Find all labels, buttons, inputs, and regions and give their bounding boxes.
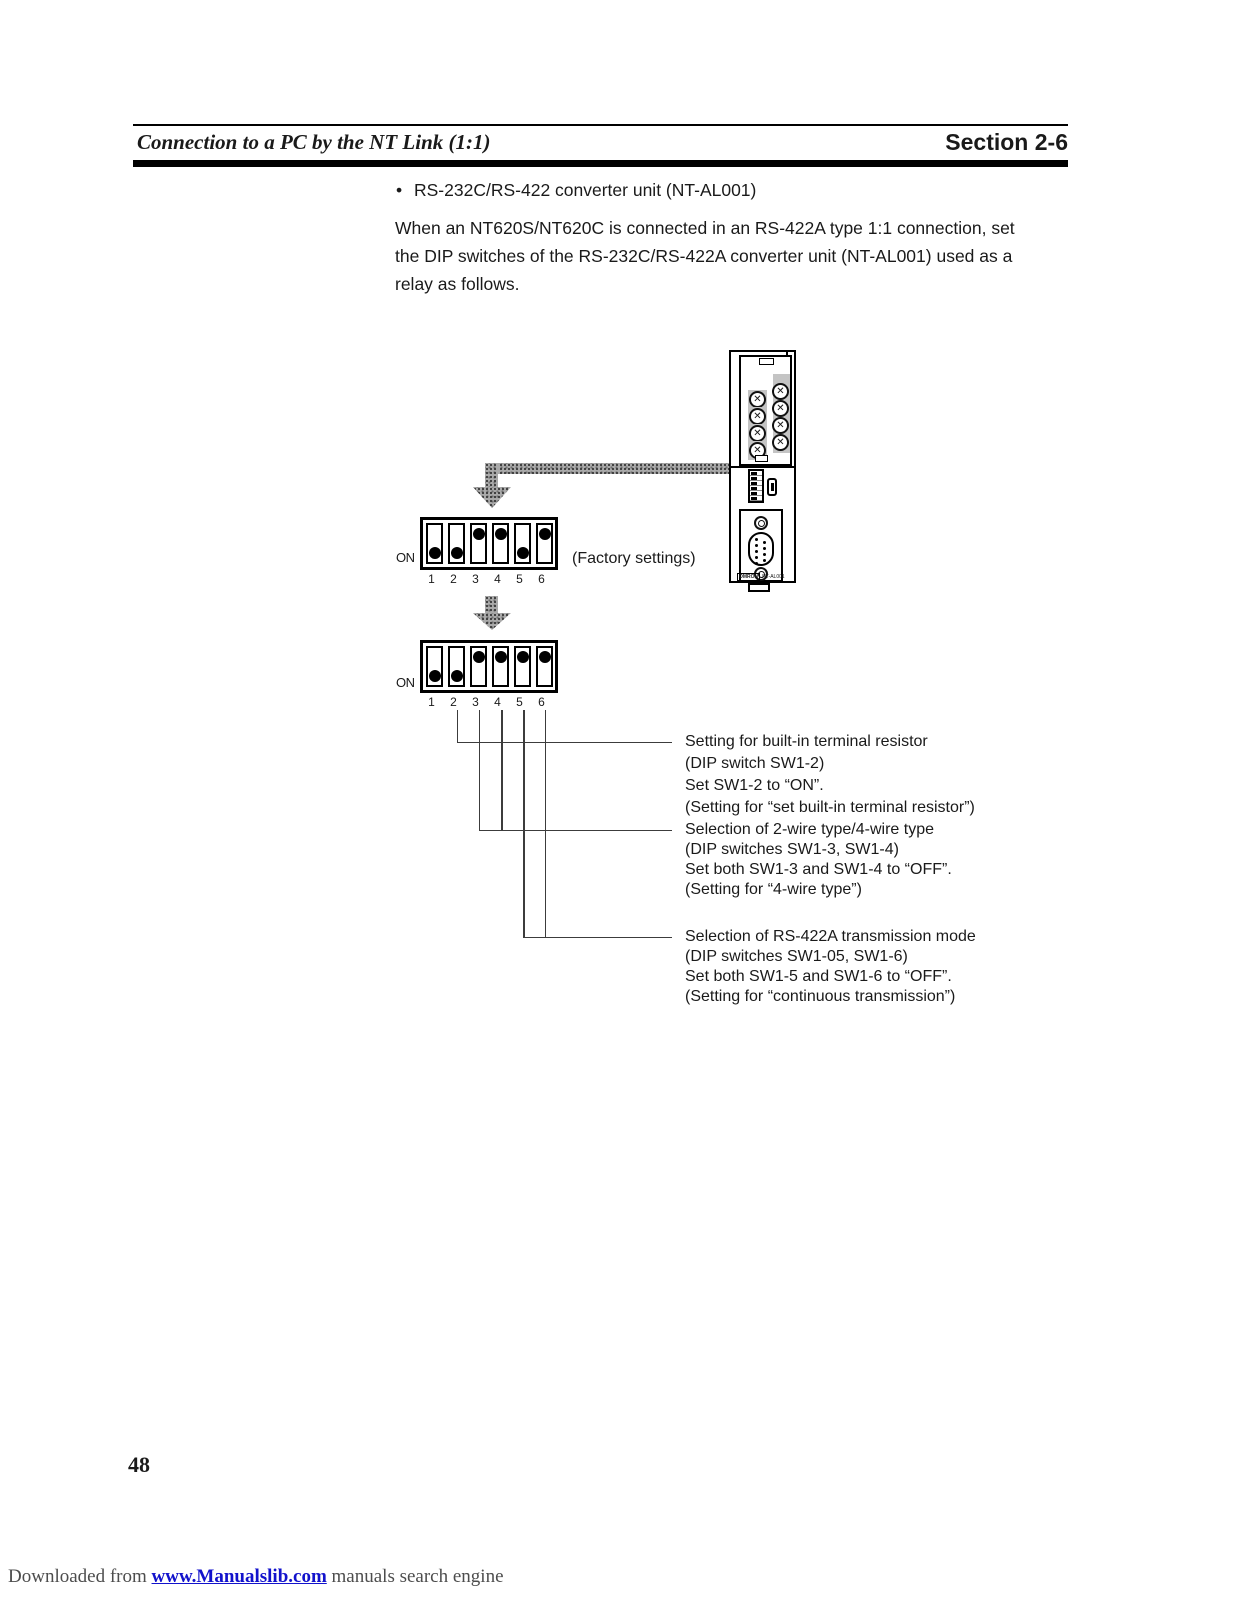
dsub-pin (755, 538, 758, 541)
dip-switch-6 (536, 523, 553, 564)
dip-switch-4 (492, 523, 509, 564)
dip-number: 5 (516, 572, 523, 586)
dip-number: 3 (472, 572, 479, 586)
dip-switch-1 (426, 646, 443, 687)
dip-number: 5 (516, 695, 523, 709)
callout-leader-3 (523, 937, 672, 938)
dip-switch-dot-off (539, 528, 551, 540)
manualslib-credit (8, 1566, 504, 1588)
annotation-line: (Setting for “set built-in terminal resistor”) (685, 799, 975, 816)
dsub-pin (763, 559, 766, 562)
annotation-line: Set both SW1-5 and SW1-6 to “OFF”. (685, 968, 952, 985)
terminal-tab (755, 455, 768, 462)
callout-leader-1 (457, 742, 672, 743)
annotation-line: Set both SW1-3 and SW1-4 to “OFF”. (685, 861, 952, 878)
dip-switch-dot-off (517, 651, 529, 663)
screw-terminal-icon: ✕ (772, 383, 789, 400)
credit-prefix: Downloaded from (8, 1566, 152, 1587)
dip-switch-dot-off (473, 528, 485, 540)
arrow-down-icon (473, 487, 511, 508)
screw-terminal-icon: ✕ (749, 408, 766, 425)
arrow-down-icon (473, 613, 511, 630)
dip-switch-dot-off (539, 651, 551, 663)
screw-terminal-icon: ✕ (749, 442, 766, 459)
dip-switch-dot-on (451, 547, 463, 559)
pointer-arrow-bar (487, 463, 729, 474)
dip-switch-4 (492, 646, 509, 687)
dip-switch-dot-off (495, 651, 507, 663)
credit-suffix: manuals search engine (326, 1566, 504, 1587)
mini-dip-toggle (751, 482, 757, 485)
annotation-line: (DIP switches SW1-05, SW1-6) (685, 948, 908, 965)
callout-line-sw6 (545, 710, 546, 937)
annotation-line: (DIP switch SW1-2) (685, 755, 825, 772)
callout-leader-2 (479, 830, 672, 831)
dip-switch-3 (470, 523, 487, 564)
dsub-pins (750, 534, 772, 564)
dsub-pin (755, 556, 758, 559)
mini-dip-toggle (751, 477, 757, 480)
dsub-pin (763, 541, 766, 544)
dip-number: 6 (538, 572, 545, 586)
unit-model: NT-AL001 (762, 574, 785, 580)
mini-dip-toggle (751, 492, 757, 495)
annotation-line: (DIP switches SW1-3, SW1-4) (685, 841, 899, 858)
dip-switch-5 (514, 646, 531, 687)
screw-terminal-icon: ✕ (772, 400, 789, 417)
screw-terminal-icon: ✕ (749, 425, 766, 442)
dip-switch-dot-on (429, 670, 441, 682)
pointer-arrow-stem (485, 596, 498, 615)
unit-dip-bank (748, 469, 764, 503)
on-label: ON (396, 675, 415, 690)
dip-number: 2 (450, 572, 457, 586)
header-rule-top (133, 124, 1068, 126)
dsub-pin (755, 544, 758, 547)
dsub-oval (748, 532, 774, 566)
screw-terminal-icon: ✕ (772, 434, 789, 451)
factory-settings-caption: (Factory settings) (572, 550, 696, 567)
dsub-pin (763, 553, 766, 556)
manualslib-link[interactable]: www.Manualslib.com (151, 1566, 327, 1587)
dip-number: 4 (494, 695, 501, 709)
connector-slot (771, 483, 774, 491)
annotation-line: Selection of 2-wire type/4-wire type (685, 821, 934, 838)
dsub-pin (755, 550, 758, 553)
dip-switch-2 (448, 523, 465, 564)
on-label: ON (396, 550, 415, 565)
dip-numbers-row (420, 695, 558, 709)
screw-terminal-icon: ✕ (749, 391, 766, 408)
dip-number: 1 (428, 695, 435, 709)
unit-nameplate (737, 573, 785, 581)
dip-switch-6 (536, 646, 553, 687)
annotation-line: (Setting for “continuous transmission”) (685, 988, 956, 1005)
bullet-icon: • (396, 180, 403, 200)
mini-dip-cell (750, 496, 762, 501)
dip-switch-2 (448, 646, 465, 687)
terminal-block (739, 355, 792, 466)
bullet-text: RS-232C/RS-422 converter unit (NT-AL001) (414, 180, 757, 200)
converter-unit-drawing (729, 350, 796, 583)
annotation-line: Selection of RS-422A transmission mode (685, 928, 976, 945)
annotation-transmission-mode (685, 927, 1105, 1007)
mini-dip-toggle (751, 472, 757, 475)
dip-number: 1 (428, 572, 435, 586)
annotation-line: (Setting for “4-wire type”) (685, 881, 862, 898)
callout-line-sw3 (479, 710, 480, 830)
mini-dip-toggle (751, 487, 757, 490)
dip-switch-dot-on (451, 670, 463, 682)
annotation-wire-type (685, 820, 1105, 900)
annotation-line: Set SW1-2 to “ON”. (685, 777, 824, 794)
paragraph-line: When an NT620S/NT620C is connected in an RS-422A type 1:1 connection, set (395, 218, 1015, 238)
annotation-line: Setting for built-in terminal resistor (685, 733, 928, 750)
dip-switch-3 (470, 646, 487, 687)
screw-terminal-icon: ✕ (772, 417, 789, 434)
dip-switch-dot-on (517, 547, 529, 559)
dsub-pin (755, 562, 758, 565)
dip-block-factory (420, 517, 558, 570)
dip-switch-dot-on (429, 547, 441, 559)
paragraph-line: the DIP switches of the RS-232C/RS-422A converter unit (NT-AL001) used as a (395, 246, 1013, 266)
dip-numbers-row (420, 572, 558, 586)
dip-number: 6 (538, 695, 545, 709)
header-rule-bottom (133, 160, 1068, 167)
unit-small-connector (767, 478, 777, 496)
page-number: 48 (128, 1452, 150, 1477)
dsub-screw-icon (754, 516, 768, 530)
callout-line-sw2 (457, 710, 458, 742)
dsub-connector (739, 509, 783, 582)
callout-line-sw4 (501, 710, 503, 830)
unit-foot-tab (748, 583, 770, 592)
pointer-arrow-stem (485, 463, 498, 489)
callout-line-sw5 (523, 710, 525, 937)
dip-number: 2 (450, 695, 457, 709)
dip-switch-dot-off (495, 528, 507, 540)
dip-switch-dot-off (473, 651, 485, 663)
unit-step-line (729, 466, 796, 468)
dip-number: 4 (494, 572, 501, 586)
section-label: Section 2-6 (945, 129, 1068, 155)
unit-brand: OMRON (739, 574, 759, 580)
dip-block-required (420, 640, 558, 693)
bullet-item (396, 180, 756, 201)
page-header-title: Connection to a PC by the NT Link (1:1) (137, 130, 491, 154)
terminal-screws (741, 357, 790, 464)
annotation-terminal-resistor (685, 731, 1105, 819)
dip-switch-1 (426, 523, 443, 564)
dip-switch-5 (514, 523, 531, 564)
dip-number: 3 (472, 695, 479, 709)
paragraph-line: relay as follows. (395, 274, 520, 294)
mini-dip-toggle (751, 497, 757, 500)
dsub-pin (763, 547, 766, 550)
